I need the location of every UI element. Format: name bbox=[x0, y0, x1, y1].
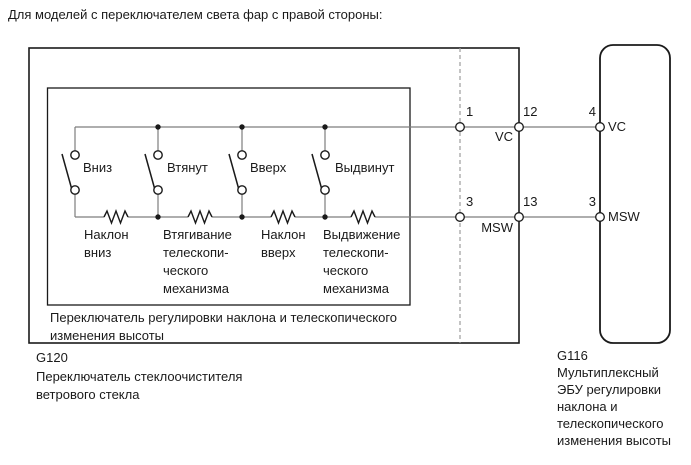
resistor-label-tilt-up: Наклон вверх bbox=[261, 227, 306, 260]
page-title: Для моделей с переключателем света фар с правой стороны: bbox=[8, 7, 383, 22]
resistor-tilt-down-icon bbox=[104, 211, 128, 223]
pin-4-vc bbox=[596, 123, 605, 132]
signal-msw-left: MSW bbox=[481, 220, 513, 235]
signal-vc-right: VC bbox=[608, 119, 627, 134]
pin-number-13: 13 bbox=[523, 194, 538, 209]
g116-ecu-box bbox=[600, 45, 670, 343]
resistor-retract-icon bbox=[188, 211, 212, 223]
signal-vc-left: VC bbox=[494, 129, 513, 144]
g120-caption: G120 Переключатель стеклоочистителя ветрового стекла bbox=[36, 350, 243, 402]
switch-label-down: Вниз bbox=[83, 160, 113, 175]
pin-number-3-left: 3 bbox=[466, 194, 474, 209]
g116-caption: G116 Мультиплексный ЭБУ регулировки наклона и телескопического изменения высоты bbox=[557, 348, 672, 448]
switch-extended-icon bbox=[312, 127, 329, 217]
pin-13-msw bbox=[515, 213, 524, 222]
resistor-label-retract: Втягивание телескопи- ческого механизма bbox=[163, 227, 232, 296]
pin-number-12: 12 bbox=[523, 104, 538, 119]
switch-up-icon bbox=[229, 127, 246, 217]
pin-number-1: 1 bbox=[466, 104, 474, 119]
resistor-tilt-up-icon bbox=[271, 211, 295, 223]
resistor-label-extend: Выдвижение телескопи- ческого механизма bbox=[323, 227, 401, 296]
pin-12-vc bbox=[515, 123, 524, 132]
pin-number-3-right: 3 bbox=[588, 194, 596, 209]
pin-number-4: 4 bbox=[588, 104, 596, 119]
switch-assembly-caption: Переключатель регулировки наклона и телескопического изменения высоты bbox=[50, 310, 398, 343]
g120-box bbox=[29, 48, 519, 343]
resistor-extend-icon bbox=[351, 211, 375, 223]
signal-msw-right: MSW bbox=[608, 209, 640, 224]
pin-1-vc bbox=[456, 123, 465, 132]
resistor-label-tilt-down: Наклон вниз bbox=[84, 227, 129, 260]
switch-label-extended: Выдвинут bbox=[335, 160, 395, 175]
g116-id: G116 bbox=[557, 348, 588, 363]
switch-label-up: Вверх bbox=[250, 160, 287, 175]
switch-label-retracted: Втянут bbox=[167, 160, 208, 175]
switch-down-icon bbox=[62, 127, 79, 217]
switch-retracted-icon bbox=[145, 127, 162, 217]
pin-3-ecu-msw bbox=[596, 213, 605, 222]
g120-id: G120 bbox=[36, 350, 68, 365]
pin-3-msw bbox=[456, 213, 465, 222]
